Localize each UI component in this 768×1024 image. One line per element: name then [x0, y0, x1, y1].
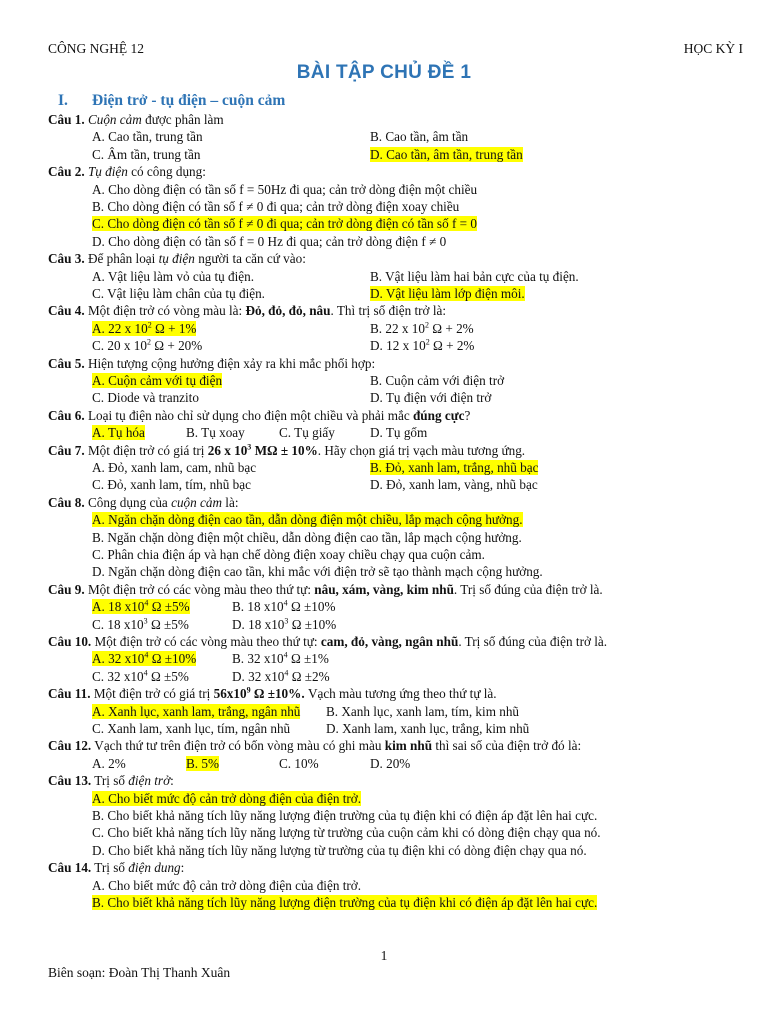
question-text: Tụ điện có công dụng:	[87, 164, 206, 180]
answer-option: B. 18 $x10^4$ Ω ±10%	[232, 598, 336, 615]
answer-option: D. 12 x $10^2$ Ω + 2%	[370, 337, 475, 354]
answer-option: A. Cao tần, trung tần	[92, 129, 203, 145]
section-title: Điện trở - tụ điện – cuộn cảm	[92, 92, 286, 109]
question-label: Câu 4.	[48, 303, 85, 319]
answer-option: A. Cuộn cảm với tụ điện	[92, 373, 223, 388]
option-row	[92, 877, 748, 894]
answer-option: C. Tụ giấy	[279, 425, 335, 441]
answer-option: D. 20%	[370, 755, 411, 771]
answer-option: A. Đỏ, xanh lam, cam, nhũ bạc	[92, 459, 257, 475]
question-stem	[48, 355, 748, 372]
answer-option: C. Xanh lam, xanh lục, tím, ngân nhũ	[92, 720, 291, 736]
option-row	[92, 511, 748, 528]
answer-option: C. Cho dòng điện có tần số f ≠ 0 đi qua; cản trở dòng điện có tần số f = 0	[92, 216, 477, 232]
answer-option: A. Xanh lục, xanh lam, trắng, ngân nhũ	[92, 703, 301, 719]
option-row	[48, 146, 748, 163]
question-label: Câu 1.	[48, 112, 85, 127]
answer-option: D. Cho biết khả năng tích lũy năng lượng từ trường của tụ điện khi có dòng điện chạy qua nó.	[92, 842, 587, 858]
header-subject: CÔNG NGHỆ 12	[48, 41, 144, 56]
option-row	[92, 824, 748, 841]
option-row	[92, 563, 748, 580]
page-number: 1	[380, 948, 388, 963]
option-row	[48, 268, 748, 285]
question-text: Một điện trở có các vòng màu theo thứ tự: nâu, xám, vàng, kim nhũ. Trị số đúng của điện trở là.	[84, 581, 603, 597]
question-list	[48, 111, 748, 911]
option-row	[48, 650, 748, 667]
answer-option: B. Cuộn cảm với điện trở	[370, 373, 505, 388]
answer-option: D. Đỏ, xanh lam, vàng, nhũ bạc	[370, 477, 538, 493]
option-row	[48, 720, 748, 737]
answer-option: A. Vật liệu làm vỏ của tụ điện.	[92, 268, 254, 284]
question-label: Câu 14.	[48, 860, 92, 876]
option-row	[92, 807, 748, 824]
answer-option: D. Tụ gốm	[370, 425, 428, 441]
option-row	[48, 668, 748, 685]
answer-option: A. Ngăn chặn dòng điện cao tần, dẫn dòng điện một chiều, lắp mạch cộng hưởng.	[92, 512, 523, 528]
option-row	[92, 842, 748, 859]
answer-option: D. 32 $x10^4$ Ω ±2%	[232, 668, 330, 684]
question-label: Câu 3.	[48, 251, 85, 267]
question-text: Cuộn cảm được phân làm	[87, 112, 224, 127]
answer-option: C. Đỏ, xanh lam, tím, nhũ bạc	[92, 477, 251, 493]
answer-option: A. Cho biết mức độ cản trở dòng điện của điện trở.	[92, 790, 362, 806]
question-text: Trị số điện dung:	[91, 860, 185, 876]
answer-option: B. Xanh lục, xanh lam, tím, kim nhũ	[326, 703, 520, 719]
option-row	[92, 546, 748, 563]
question-stem	[48, 685, 748, 702]
question-text: Vạch thứ tư trên điện trở có bốn vòng màu có ghi màu kim nhũ thì sai số của điện trở đó là:	[91, 738, 582, 754]
question-label: Câu 7.	[48, 442, 85, 458]
question-stem	[48, 302, 748, 319]
question-stem	[48, 633, 748, 650]
option-row	[48, 285, 748, 302]
question-text: Trị số điện trở:	[91, 773, 174, 789]
question-stem	[48, 111, 748, 128]
option-row	[92, 790, 748, 807]
answer-option: C. Diode và tranzito	[92, 390, 199, 406]
answer-option: D. Vật liệu làm lớp điện môi.	[370, 286, 525, 302]
question-stem	[48, 407, 748, 424]
question-label: Câu 11.	[48, 686, 91, 702]
answer-option: C. Cho biết khả năng tích lũy năng lượng từ trường của cuộn cảm khi có dòng điện chạy qua nó.	[92, 825, 601, 841]
answer-option: B. 32 $x10^4$ Ω ±1%	[232, 651, 329, 667]
author-footer: Biên soạn: Đoàn Thị Thanh Xuân	[48, 965, 231, 980]
question-label: Câu 9.	[48, 581, 85, 597]
question-label: Câu 10.	[48, 633, 92, 649]
answer-option: B. Cho biết khả năng tích lũy năng lượng điện trường của tụ điện khi có điện áp đặt lên hai cực.	[92, 895, 598, 910]
question-stem	[48, 494, 748, 511]
answer-option: B. 5%	[186, 755, 219, 771]
question-text: Một điện trở có vòng màu là: Đỏ, đỏ, đỏ, nâu. Thì trị số điện trở là:	[84, 303, 446, 319]
answer-option: B. 22 x $10^2$ Ω + 2%	[370, 320, 474, 336]
option-row	[48, 755, 748, 772]
question-text: Để phân loại tụ điện người ta căn cứ vào:	[84, 251, 306, 267]
header-term: HỌC KỲ I	[683, 41, 743, 56]
answer-option: B. Cao tần, âm tần	[370, 129, 469, 145]
question-label: Câu 8.	[48, 494, 85, 510]
option-row	[92, 198, 748, 215]
question-text: Một điện trở có giá trị 26 x $10^3$ MΩ ± 10%. Hãy chọn giá trị vạch màu tương ứng.	[84, 442, 526, 458]
option-row	[92, 181, 748, 198]
answer-option: B. Cho dòng điện có tần số f ≠ 0 đi qua; cản trở dòng điện xoay chiều	[92, 199, 460, 214]
question-stem	[48, 737, 748, 754]
answer-option: B. Vật liệu làm hai bản cực của tụ điện.	[370, 268, 579, 284]
question-text: Một điện trở có giá trị $56x10^9$ Ω ±10%. Vạch màu tương ứng theo thứ tự là.	[90, 685, 497, 702]
answer-option: C. 10%	[279, 755, 319, 771]
question-text: Công dụng của cuộn cảm là:	[84, 494, 239, 510]
question-text: Loại tụ điện nào chỉ sử dụng cho điện một chiều và phải mắc đúng cực?	[84, 407, 471, 423]
answer-option: C. Âm tần, trung tần	[92, 146, 201, 162]
answer-option: C. 32 $x10^4$ Ω ±5%	[92, 668, 189, 684]
answer-option: B. Cho biết khả năng tích lũy năng lượng điện trường của tụ điện khi có điện áp đặt lên hai cực.	[92, 807, 598, 823]
question-label: Câu 6.	[48, 407, 85, 423]
option-row	[48, 424, 748, 441]
option-row	[48, 459, 748, 476]
option-row	[92, 215, 748, 232]
answer-option: D. Tụ điện với điện trở	[370, 390, 492, 406]
question-stem	[48, 442, 748, 459]
answer-option: C. 20 x $10^2$ Ω + 20%	[92, 337, 203, 354]
question-label: Câu 5.	[48, 355, 85, 371]
option-row	[92, 894, 748, 911]
answer-option: B. Tụ xoay	[186, 425, 245, 441]
answer-option: A. 18 $x10^4$ Ω ±5%	[92, 598, 190, 615]
answer-option: C. Vật liệu làm chân của tụ điện.	[92, 286, 265, 302]
answer-option: A. Tụ hóa	[92, 425, 145, 441]
question-label: Câu 12.	[48, 738, 92, 754]
option-row	[48, 320, 748, 337]
page-title: BÀI TẬP CHỦ ĐỀ 1	[296, 62, 472, 83]
question-label: Câu 2.	[48, 164, 85, 180]
question-text: Hiện tượng cộng hưởng điện xảy ra khi mắc phối hợp:	[84, 355, 376, 371]
option-row	[48, 128, 748, 145]
option-row	[48, 476, 748, 493]
answer-option: C. Phân chia điện áp và hạn chế dòng điện xoay chiều chạy qua cuộn cảm.	[92, 546, 485, 562]
answer-option: A. 2%	[92, 755, 126, 771]
question-label: Câu 13.	[48, 773, 92, 789]
question-stem	[48, 250, 748, 267]
answer-option: D. Cho dòng điện có tần số f = 0 Hz đi qua; cản trở dòng điện f ≠ 0	[92, 233, 447, 249]
option-row	[48, 372, 748, 389]
answer-option: D. Cao tần, âm tần, trung tần	[370, 146, 523, 162]
option-row	[48, 337, 748, 354]
question-stem	[48, 859, 748, 876]
option-row	[48, 703, 748, 720]
section-heading	[58, 92, 285, 110]
answer-option: A. Cho dòng điện có tần số f = 50Hz đi qua; cản trở dòng điện một chiều	[92, 181, 478, 197]
option-row	[48, 616, 748, 633]
answer-option: A. 32 $x10^4$ Ω ±10%	[92, 651, 197, 667]
answer-option: D. Xanh lam, xanh lục, trắng, kim nhũ	[326, 720, 530, 736]
answer-option: C. 18 $x10^3$ Ω ±5%	[92, 616, 189, 632]
question-stem	[48, 163, 748, 180]
section-number: I.	[58, 92, 68, 109]
option-row	[48, 389, 748, 406]
answer-option: A. Cho biết mức độ cản trở dòng điện của điện trở.	[92, 877, 362, 893]
question-stem	[48, 581, 748, 598]
option-row	[92, 529, 748, 546]
question-text: Một điện trở có các vòng màu theo thứ tự: cam, đỏ, vàng, ngân nhũ. Trị số đúng của điện trở là.	[91, 633, 608, 649]
question-stem	[48, 772, 748, 789]
answer-option: D. 18 $x10^3$ Ω ±10%	[232, 616, 337, 632]
answer-option: B. Ngăn chặn dòng điện một chiều, dẫn dòng điện cao tần, lắp mạch cộng hưởng.	[92, 529, 522, 545]
answer-option: B. Đỏ, xanh lam, trắng, nhũ bạc	[370, 459, 539, 475]
option-row	[92, 233, 748, 250]
answer-option: D. Ngăn chặn dòng điện cao tần, khi mắc với điện trở sẽ tạo thành mạch cộng hưởng.	[92, 564, 543, 580]
option-row	[48, 598, 748, 615]
answer-option: A. 22 x $10^2$ Ω + 1%	[92, 320, 197, 336]
